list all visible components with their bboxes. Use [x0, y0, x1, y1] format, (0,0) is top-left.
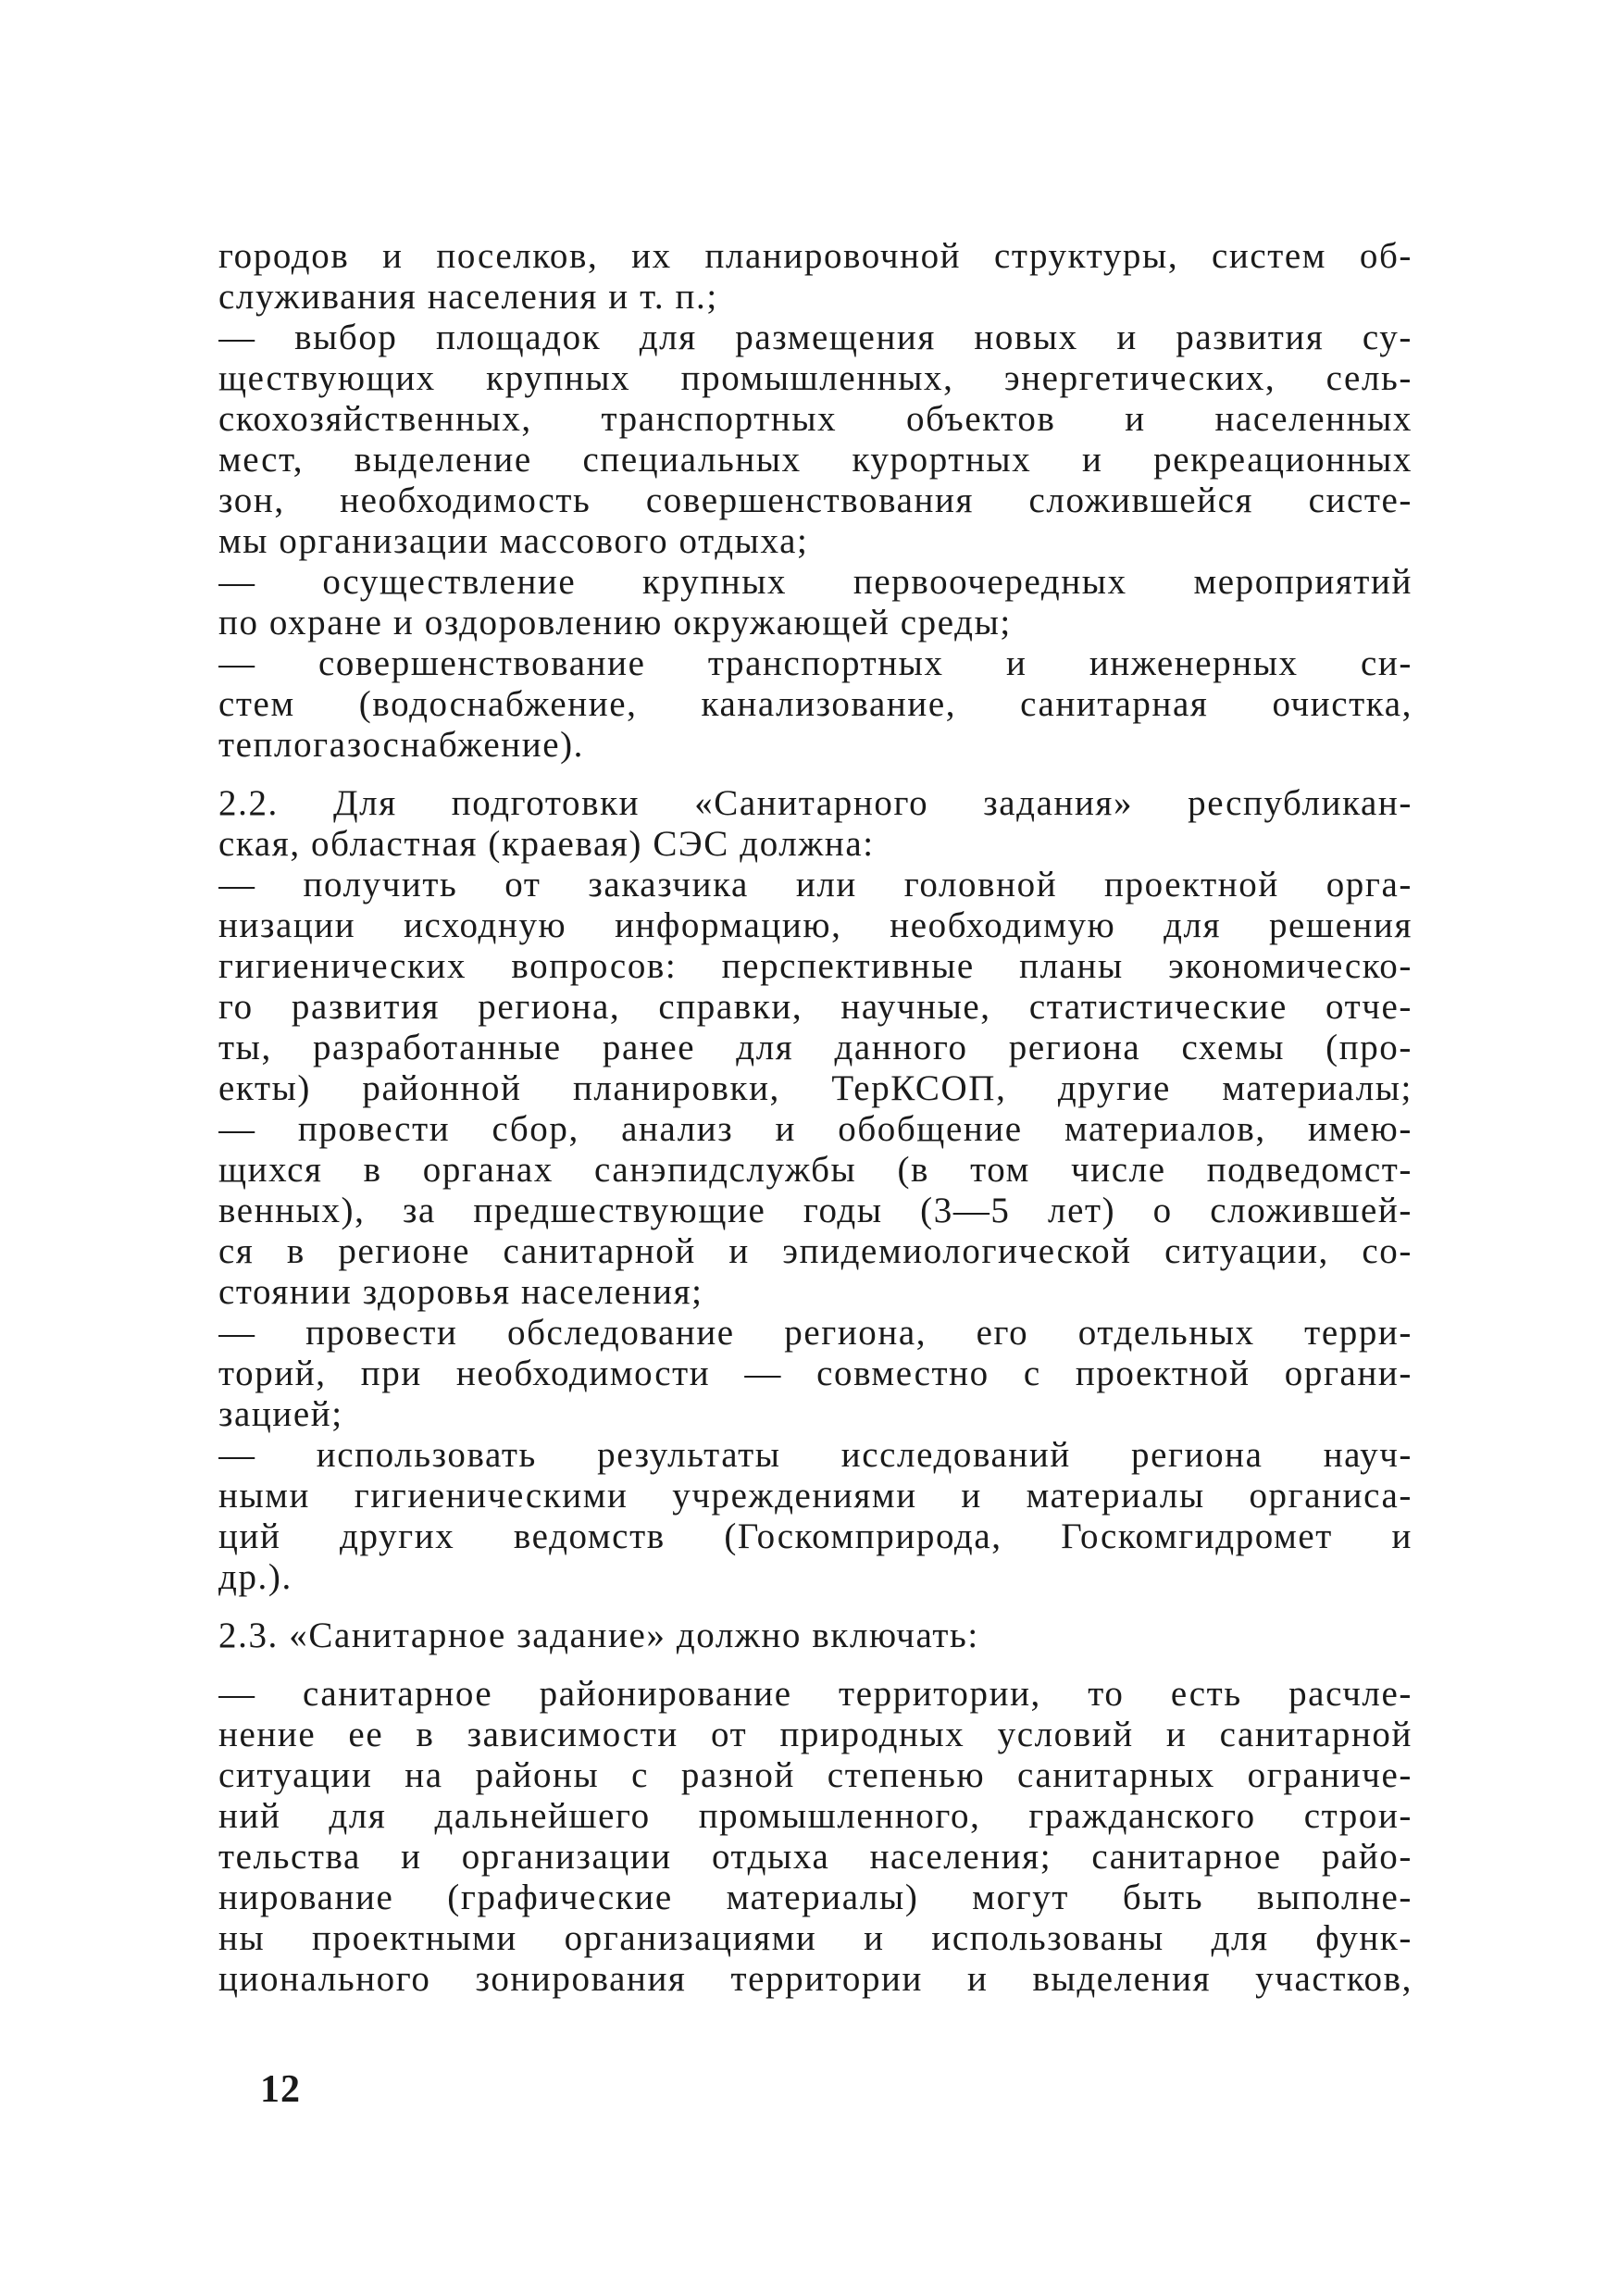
text-line: ситуации на районы с разной степенью санитарных ограниче-: [218, 1755, 1413, 1795]
text-line: ты, разработанные ранее для данного региона схемы (про-: [218, 1028, 1413, 1067]
text-line: тельства и организации отдыха населения; санитарное райо-: [218, 1837, 1413, 1877]
text-line: го развития региона, справки, научные, статистические отче-: [218, 987, 1413, 1027]
text-line: низации исходную информацию, необходимую для решения: [218, 905, 1413, 945]
text-line: зон, необходимость совершенствования сложившейся систе-: [218, 480, 1413, 520]
section-2-3-intro: [218, 1616, 1413, 1656]
text-line: 2.2. Для подготовки «Санитарного задания» республикан-: [218, 783, 1413, 823]
page-number: 12: [260, 2068, 301, 2111]
paragraph: [218, 1435, 1413, 1598]
text-line: — провести обследование региона, его отдельных терри-: [218, 1313, 1413, 1353]
text-line: ская, областная (краевая) СЭС должна:: [218, 824, 875, 864]
text-line: скохозяйственных, транспортных объектов и населенных: [218, 399, 1413, 439]
text-line: стоянии здоровья населения;: [218, 1272, 703, 1312]
text-line: торий, при необходимости — совместно с проектной органи-: [218, 1354, 1413, 1393]
text-line: мест, выделение специальных курортных и рекреационных: [218, 440, 1413, 480]
paragraph-gap: [218, 1598, 1413, 1616]
text-line: городов и поселков, их планировочной структуры, систем об-: [218, 236, 1413, 276]
text-line: — выбор площадок для размещения новых и развития су-: [218, 318, 1413, 357]
paragraph-gap: [218, 1656, 1413, 1674]
text-line: щихся в органах санэпидслужбы (в том числе подведомст-: [218, 1150, 1413, 1190]
text-line: по охране и оздоровлению окружающей среды;: [218, 603, 1012, 643]
text-line: ций других ведомств (Госкомприрода, Госкомгидромет и: [218, 1516, 1413, 1556]
text-line: ными гигиеническими учреждениями и материалы органиса-: [218, 1476, 1413, 1516]
paragraph: [218, 643, 1413, 766]
paragraph-gap: [218, 766, 1413, 783]
text-line: венных), за предшествующие годы (3—5 лет) о сложившей-: [218, 1191, 1413, 1230]
text-line: нение ее в зависимости от природных условий и санитарной: [218, 1715, 1413, 1754]
text-line: ся в регионе санитарной и эпидемиологической ситуации, со-: [218, 1231, 1413, 1271]
paragraph: [218, 318, 1413, 562]
text-line: — совершенствование транспортных и инженерных си-: [218, 643, 1413, 683]
text-line: — санитарное районирование территории, то есть расчле-: [218, 1674, 1413, 1714]
text-line: — провести сбор, анализ и обобщение материалов, имею-: [218, 1109, 1413, 1149]
text-line: др.).: [218, 1557, 292, 1597]
paragraph: [218, 1674, 1413, 2000]
paragraph: [218, 562, 1413, 643]
text-line: служивания населения и т. п.;: [218, 277, 718, 317]
text-line: ны проектными организациями и использованы для функ-: [218, 1918, 1413, 1958]
body-text: [218, 236, 1413, 2000]
text-line: 2.3. «Санитарное задание» должно включать:: [218, 1616, 979, 1655]
text-line: ществующих крупных промышленных, энергетических, сель-: [218, 358, 1413, 398]
section-2-2-intro: [218, 783, 1413, 865]
text-line: ний для дальнейшего промышленного, гражданского строи-: [218, 1796, 1413, 1836]
paragraph: [218, 865, 1413, 1109]
paragraph: [218, 1313, 1413, 1435]
text-line: — получить от заказчика или головной проектной орга-: [218, 865, 1413, 905]
text-line: мы организации массового отдыха;: [218, 521, 809, 561]
text-line: — осуществление крупных первоочередных мероприятий: [218, 562, 1413, 602]
text-line: зацией;: [218, 1394, 343, 1434]
paragraph: [218, 236, 1413, 318]
text-line: гигиенических вопросов: перспективные планы экономическо-: [218, 946, 1413, 986]
text-line: ционального зонирования территории и выделения участков,: [218, 1959, 1413, 1999]
text-line: нирование (графические материалы) могут быть выполне-: [218, 1878, 1413, 1917]
text-line: стем (водоснабжение, канализование, санитарная очистка,: [218, 684, 1413, 724]
paragraph: [218, 1109, 1413, 1313]
text-line: екты) районной планировки, ТерКСОП, другие материалы;: [218, 1068, 1413, 1108]
text-line: теплогазоснабжение).: [218, 725, 585, 765]
text-line: — использовать результаты исследований региона науч-: [218, 1435, 1413, 1475]
